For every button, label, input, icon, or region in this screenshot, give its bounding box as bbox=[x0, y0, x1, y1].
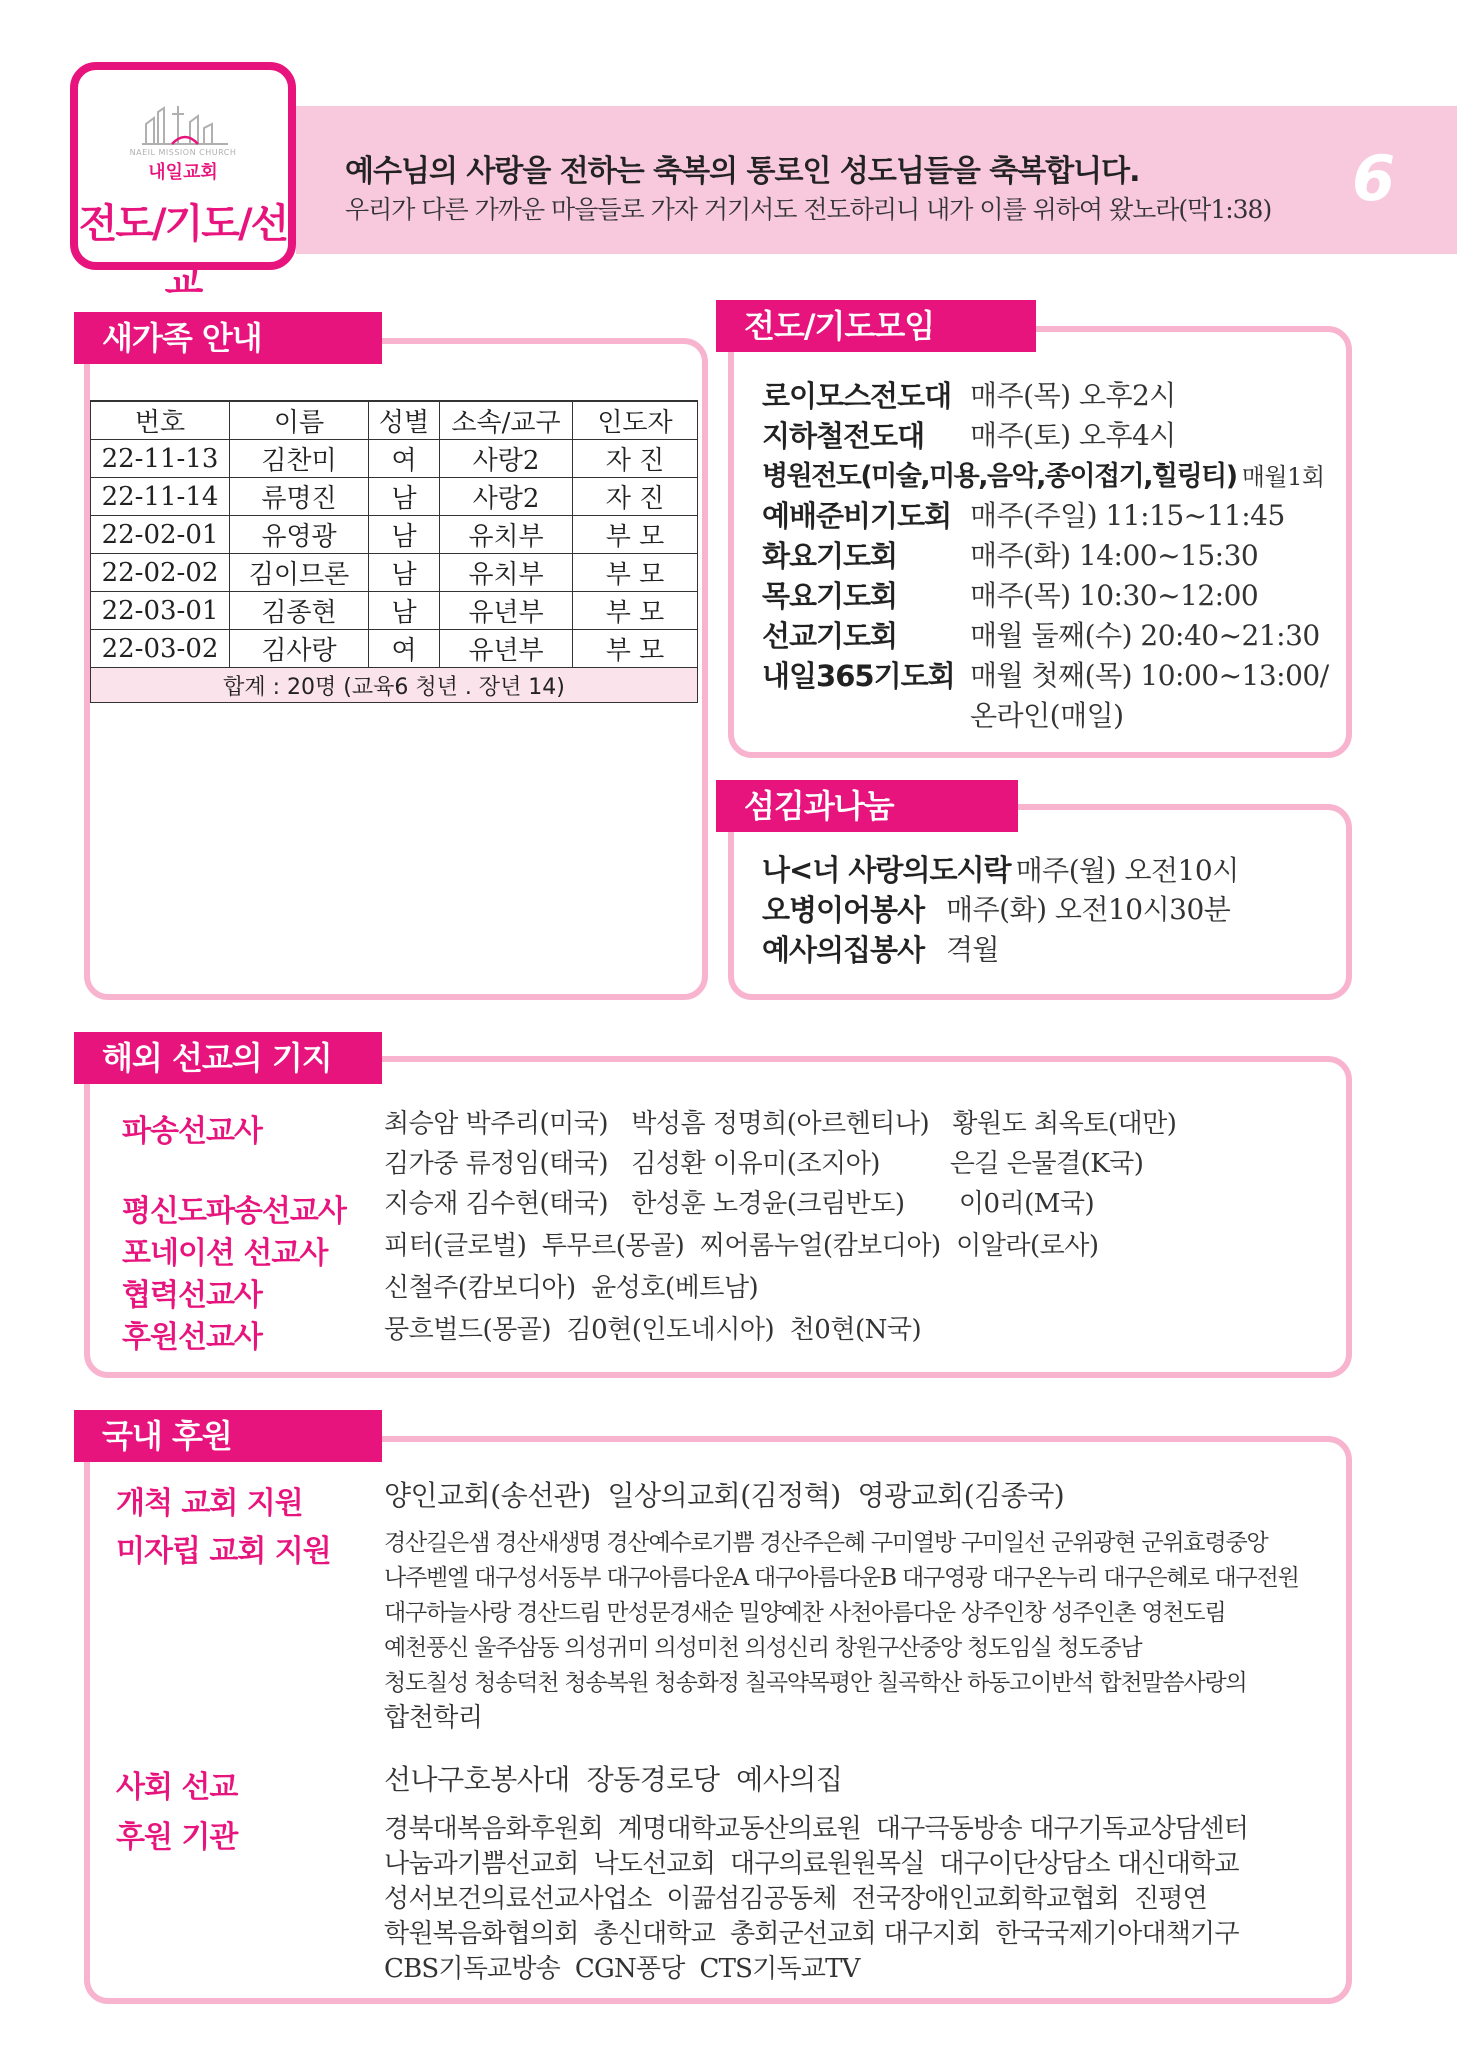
meeting-name: 로이모스전도대 bbox=[762, 379, 952, 413]
cell-name: 김종현 bbox=[230, 592, 369, 630]
domestic-group-name: 후원 기관 bbox=[116, 1820, 238, 1855]
service-name: 나<너 사랑의도시락 bbox=[762, 853, 1011, 887]
logo-name: 내일교회 bbox=[148, 162, 218, 183]
table-header-row bbox=[91, 401, 698, 440]
cell-number: 22-03-01 bbox=[91, 592, 230, 630]
logo-subtitle: NAEIL MISSION CHURCH bbox=[129, 148, 237, 157]
domestic-line: CBS기독교방송 CGN퐁당 CTS기독교TV bbox=[384, 1954, 860, 1984]
table-row bbox=[91, 630, 698, 668]
cell-group: 유년부 bbox=[440, 630, 573, 668]
meeting-time: 매월 첫째(목) 10:00~13:00/ bbox=[970, 659, 1329, 692]
service-name: 예사의집봉사 bbox=[762, 933, 925, 967]
service-time: 매주(월) 오전10시 bbox=[1015, 854, 1239, 887]
service-time: 격월 bbox=[946, 933, 1000, 966]
service-label: 섬김과나눔 bbox=[716, 780, 1018, 832]
cell-group: 사랑2 bbox=[440, 440, 573, 478]
cell-group: 유치부 bbox=[440, 516, 573, 554]
domestic-line: 학원복음화협의회 총신대학교 총회군선교회 대구지회 한국국제기아대책기구 bbox=[384, 1919, 1239, 1949]
meeting-name: 내일365기도회 bbox=[762, 659, 955, 693]
cell-group: 유치부 bbox=[440, 554, 573, 592]
col-gender: 성별 bbox=[369, 401, 440, 440]
cell-guide: 부 모 bbox=[573, 592, 698, 630]
domestic-lines-unfunded bbox=[384, 1526, 1334, 1736]
header-verse: 우리가 다른 가까운 마을들로 가자 거기서도 전도하리니 내가 이를 위하여 왔노라(막1:38) bbox=[345, 195, 1272, 224]
overseas-group-name: 평신도파송선교사 bbox=[122, 1194, 346, 1229]
domestic-line: 합천학리 bbox=[384, 1703, 483, 1733]
domestic-group-name: 미자립 교회 지원 bbox=[116, 1534, 331, 1569]
table-total-row bbox=[91, 668, 698, 703]
domestic-group-name: 사회 선교 bbox=[116, 1770, 238, 1805]
col-name: 이름 bbox=[230, 401, 369, 440]
overseas-group-name: 포네이션 선교사 bbox=[122, 1236, 328, 1271]
col-guide: 인도자 bbox=[573, 401, 698, 440]
new-family-label: 새가족 안내 bbox=[74, 312, 382, 364]
meeting-name: 지하철전도대 bbox=[762, 419, 925, 453]
service-time: 매주(화) 오전10시30분 bbox=[946, 893, 1231, 926]
meeting-time: 매주(목) 오후2시 bbox=[970, 379, 1176, 412]
cell-guide: 부 모 bbox=[573, 630, 698, 668]
cell-number: 22-02-01 bbox=[91, 516, 230, 554]
church-logo-icon bbox=[142, 104, 228, 146]
table-row bbox=[91, 554, 698, 592]
cell-number: 22-11-14 bbox=[91, 478, 230, 516]
domestic-line: 양인교회(송선관) 일상의교회(김정혁) 영광교회(김종국) bbox=[384, 1479, 1065, 1512]
meeting-name: 목요기도회 bbox=[762, 579, 898, 613]
meeting-name: 선교기도회 bbox=[762, 619, 898, 653]
cell-group: 사랑2 bbox=[440, 478, 573, 516]
cell-name: 김찬미 bbox=[230, 440, 369, 478]
meeting-time: 매월1회 bbox=[1241, 463, 1325, 491]
overseas-line: 뭉흐벌드(몽골) 김0현(인도네시아) 천0현(N국) bbox=[384, 1315, 922, 1345]
cell-group: 유년부 bbox=[440, 592, 573, 630]
overseas-group-name: 파송선교사 bbox=[122, 1114, 262, 1149]
meeting-time-online: 온라인(매일) bbox=[970, 699, 1124, 732]
new-family-table bbox=[90, 400, 698, 703]
cell-gender: 남 bbox=[369, 478, 440, 516]
cell-guide: 부 모 bbox=[573, 516, 698, 554]
overseas-label: 해외 선교의 기지 bbox=[74, 1032, 382, 1084]
domestic-lines-agencies bbox=[384, 1812, 1334, 1987]
page-number: 6 bbox=[1352, 142, 1396, 215]
cell-guide: 자 진 bbox=[573, 440, 698, 478]
meeting-time: 매주(토) 오후4시 bbox=[970, 419, 1176, 452]
meeting-name: 화요기도회 bbox=[762, 539, 898, 573]
service-name: 오병이어봉사 bbox=[762, 893, 925, 927]
cell-gender: 남 bbox=[369, 592, 440, 630]
logo-box bbox=[70, 62, 296, 304]
section-title: 전도/기도/선교 bbox=[78, 201, 288, 304]
cell-name: 류명진 bbox=[230, 478, 369, 516]
header-headline: 예수님의 사랑을 전하는 축복의 통로인 성도님들을 축복합니다. bbox=[345, 154, 1140, 189]
col-number: 번호 bbox=[91, 401, 230, 440]
hospital-meeting-line bbox=[762, 454, 1325, 493]
new-family-table-wrap bbox=[90, 400, 698, 703]
domestic-line: 청도칠성 청송덕천 청송복원 청송화정 칠곡약목평안 칠곡학산 하동고이반석 합천말씀사랑의 bbox=[384, 1670, 1247, 1696]
meeting-name: 예배준비기도회 bbox=[762, 499, 952, 533]
overseas-line: 최승암 박주리(미국) 박성흠 정명희(아르헨티나) 황원도 최옥토(대만) bbox=[384, 1109, 1177, 1139]
domestic-line: 나눔과기쁨선교회 낙도선교회 대구의료원원목실 대구이단상담소 대신대학교 bbox=[384, 1849, 1239, 1879]
domestic-line: 대구하늘사랑 경산드림 만성문경새순 밀양예찬 사천아름다운 상주인창 성주인촌 영천도림 bbox=[384, 1600, 1226, 1626]
cell-number: 22-03-02 bbox=[91, 630, 230, 668]
domestic-label: 국내 후원 bbox=[74, 1410, 382, 1462]
meeting-name: 병원전도(미술,미용,음악,종이접기,힐링티) bbox=[762, 461, 1237, 492]
cell-name: 김사랑 bbox=[230, 630, 369, 668]
overseas-line: 지승재 김수현(태국) 한성훈 노경윤(크림반도) 이0리(M국) bbox=[384, 1189, 1095, 1219]
domestic-line: 경북대복음화후원회 계명대학교동산의료원 대구극동방송 대구기독교상담센터 bbox=[384, 1814, 1249, 1844]
overseas-line: 신철주(캄보디아) 윤성호(베트남) bbox=[384, 1273, 759, 1303]
cell-name: 유영광 bbox=[230, 516, 369, 554]
domestic-line: 경산길은샘 경산새생명 경산예수로기쁨 경산주은혜 구미열방 구미일선 군위광현 군위효령중앙 bbox=[384, 1530, 1268, 1556]
meeting-time: 매주(화) 14:00~15:30 bbox=[970, 539, 1259, 572]
service-line bbox=[762, 848, 1239, 889]
cell-guide: 자 진 bbox=[573, 478, 698, 516]
table-row bbox=[91, 592, 698, 630]
cell-number: 22-02-02 bbox=[91, 554, 230, 592]
cell-name: 김이므론 bbox=[230, 554, 369, 592]
meeting-time: 매주(주일) 11:15~11:45 bbox=[970, 499, 1285, 532]
meeting-time: 매주(목) 10:30~12:00 bbox=[970, 579, 1259, 612]
overseas-group-name: 협력선교사 bbox=[122, 1278, 262, 1313]
table-total: 합계 : 20명 (교육6 청년 . 장년 14) bbox=[91, 668, 698, 703]
table-row bbox=[91, 516, 698, 554]
cell-number: 22-11-13 bbox=[91, 440, 230, 478]
col-group: 소속/교구 bbox=[440, 401, 573, 440]
cell-gender: 여 bbox=[369, 440, 440, 478]
overseas-group-name: 후원선교사 bbox=[122, 1320, 262, 1355]
overseas-line: 김가중 류정임(태국) 김성환 이유미(조지아) 은길 은물결(K국) bbox=[384, 1149, 1144, 1179]
domestic-line: 선나구호봉사대 장동경로당 예사의집 bbox=[384, 1763, 843, 1796]
cell-gender: 남 bbox=[369, 516, 440, 554]
prayer-meetings-label: 전도/기도모임 bbox=[716, 300, 1036, 352]
table-row bbox=[91, 478, 698, 516]
table-row bbox=[91, 440, 698, 478]
domestic-line: 성서보건의료선교사업소 이끎섬김공동체 전국장애인교회학교협회 진평연 bbox=[384, 1884, 1207, 1914]
meeting-time: 매월 둘째(수) 20:40~21:30 bbox=[970, 619, 1320, 652]
cell-guide: 부 모 bbox=[573, 554, 698, 592]
domestic-line: 예천풍신 울주삼동 의성귀미 의성미천 의성신리 창원구산중앙 청도임실 청도중남 bbox=[384, 1635, 1142, 1661]
cell-gender: 남 bbox=[369, 554, 440, 592]
overseas-line: 피터(글로벌) 투무르(몽골) 찌어롬누얼(캄보디아) 이알라(로사) bbox=[384, 1231, 1099, 1261]
cell-gender: 여 bbox=[369, 630, 440, 668]
domestic-line: 나주벧엘 대구성서동부 대구아름다운A 대구아름다운B 대구영광 대구온누리 대구은혜로 대구전원 bbox=[384, 1565, 1299, 1591]
domestic-group-name: 개척 교회 지원 bbox=[116, 1486, 303, 1521]
